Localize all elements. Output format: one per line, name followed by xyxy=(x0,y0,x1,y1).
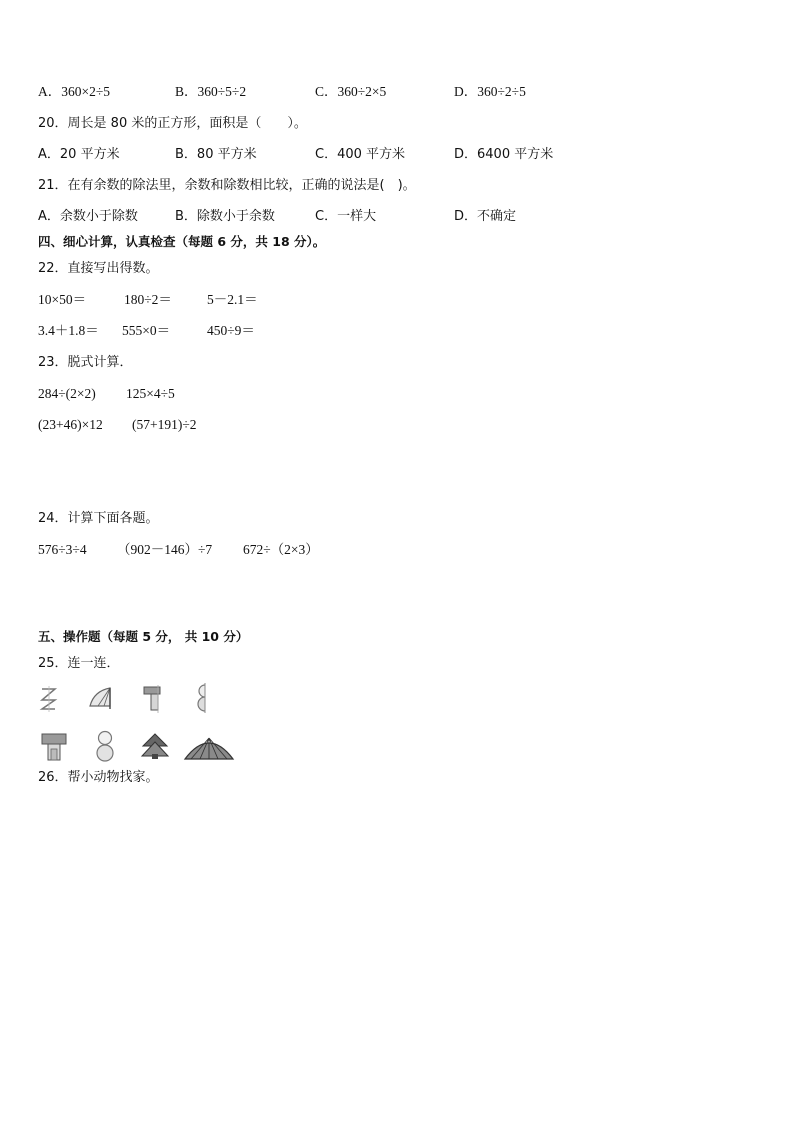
q24-stem: 24．计算下面各题。 xyxy=(38,511,159,526)
q20-option-c: C．400 平方米 xyxy=(315,147,406,162)
q24-expr: 576÷3÷4 xyxy=(38,542,87,557)
q23-expr: (23+46)×12 xyxy=(38,417,103,432)
q23-expr: 284÷(2×2) xyxy=(38,386,96,401)
half-umbrella-figure[interactable] xyxy=(88,686,116,710)
q23-stem: 23．脱式计算． xyxy=(38,355,133,370)
q26-stem: 26．帮小动物找家。 xyxy=(38,770,159,785)
q25-stem: 25．连一连． xyxy=(38,656,120,671)
section-4-heading: 四、细心计算，认真检查（每题 6 分，共 18 分）。 xyxy=(38,234,326,249)
q22-expr: 3.4＋1.8＝ xyxy=(38,323,99,338)
section-5-heading: 五、操作题（每题 5 分， 共 10 分） xyxy=(38,629,249,644)
q21-stem: 21．在有余数的除法里，余数和除数相比较，正确的说法是( )。 xyxy=(38,178,416,193)
q22-stem: 22．直接写出得数。 xyxy=(38,261,159,276)
q21-option-b: B．除数小于余数 xyxy=(175,209,275,224)
q23-expr: (57+191)÷2 xyxy=(132,417,197,432)
q22-expr: 5－2.1＝ xyxy=(207,292,258,307)
q20-option-b: B．80 平方米 xyxy=(175,147,257,162)
half-snowman-figure[interactable] xyxy=(193,683,213,713)
q22-expr: 450÷9＝ xyxy=(207,323,255,338)
q22-expr: 10×50＝ xyxy=(38,292,87,307)
half-letter-z-figure[interactable] xyxy=(38,686,60,712)
q22-expr: 555×0＝ xyxy=(122,323,171,338)
umbrella-figure[interactable] xyxy=(183,735,235,761)
q24-expr: 672÷（2×3） xyxy=(243,542,319,557)
q19-option-d: D．360÷2÷5 xyxy=(454,84,526,99)
q20-option-a: A．20 平方米 xyxy=(38,147,120,162)
q20-stem: 20．周长是 80 米的正方形，面积是（ ）。 xyxy=(38,116,307,131)
q24-expr: （902－146）÷7 xyxy=(117,542,213,557)
tree-figure[interactable] xyxy=(140,732,170,760)
q21-option-d: D．不确定 xyxy=(454,209,517,224)
q22-expr: 180÷2＝ xyxy=(124,292,172,307)
q21-option-c: C．一样大 xyxy=(315,209,377,224)
q19-option-c: C．360÷2×5 xyxy=(315,84,387,99)
q23-expr: 125×4÷5 xyxy=(126,386,175,401)
q21-option-a: A．余数小于除数 xyxy=(38,209,138,224)
half-house-figure[interactable] xyxy=(142,685,164,713)
q20-option-d: D．6400 平方米 xyxy=(454,147,554,162)
house-figure[interactable] xyxy=(38,730,70,762)
q19-option-b: B．360÷5÷2 xyxy=(175,84,247,99)
q19-option-a: A．360×2÷5 xyxy=(38,84,111,99)
snowman-figure[interactable] xyxy=(92,729,118,763)
